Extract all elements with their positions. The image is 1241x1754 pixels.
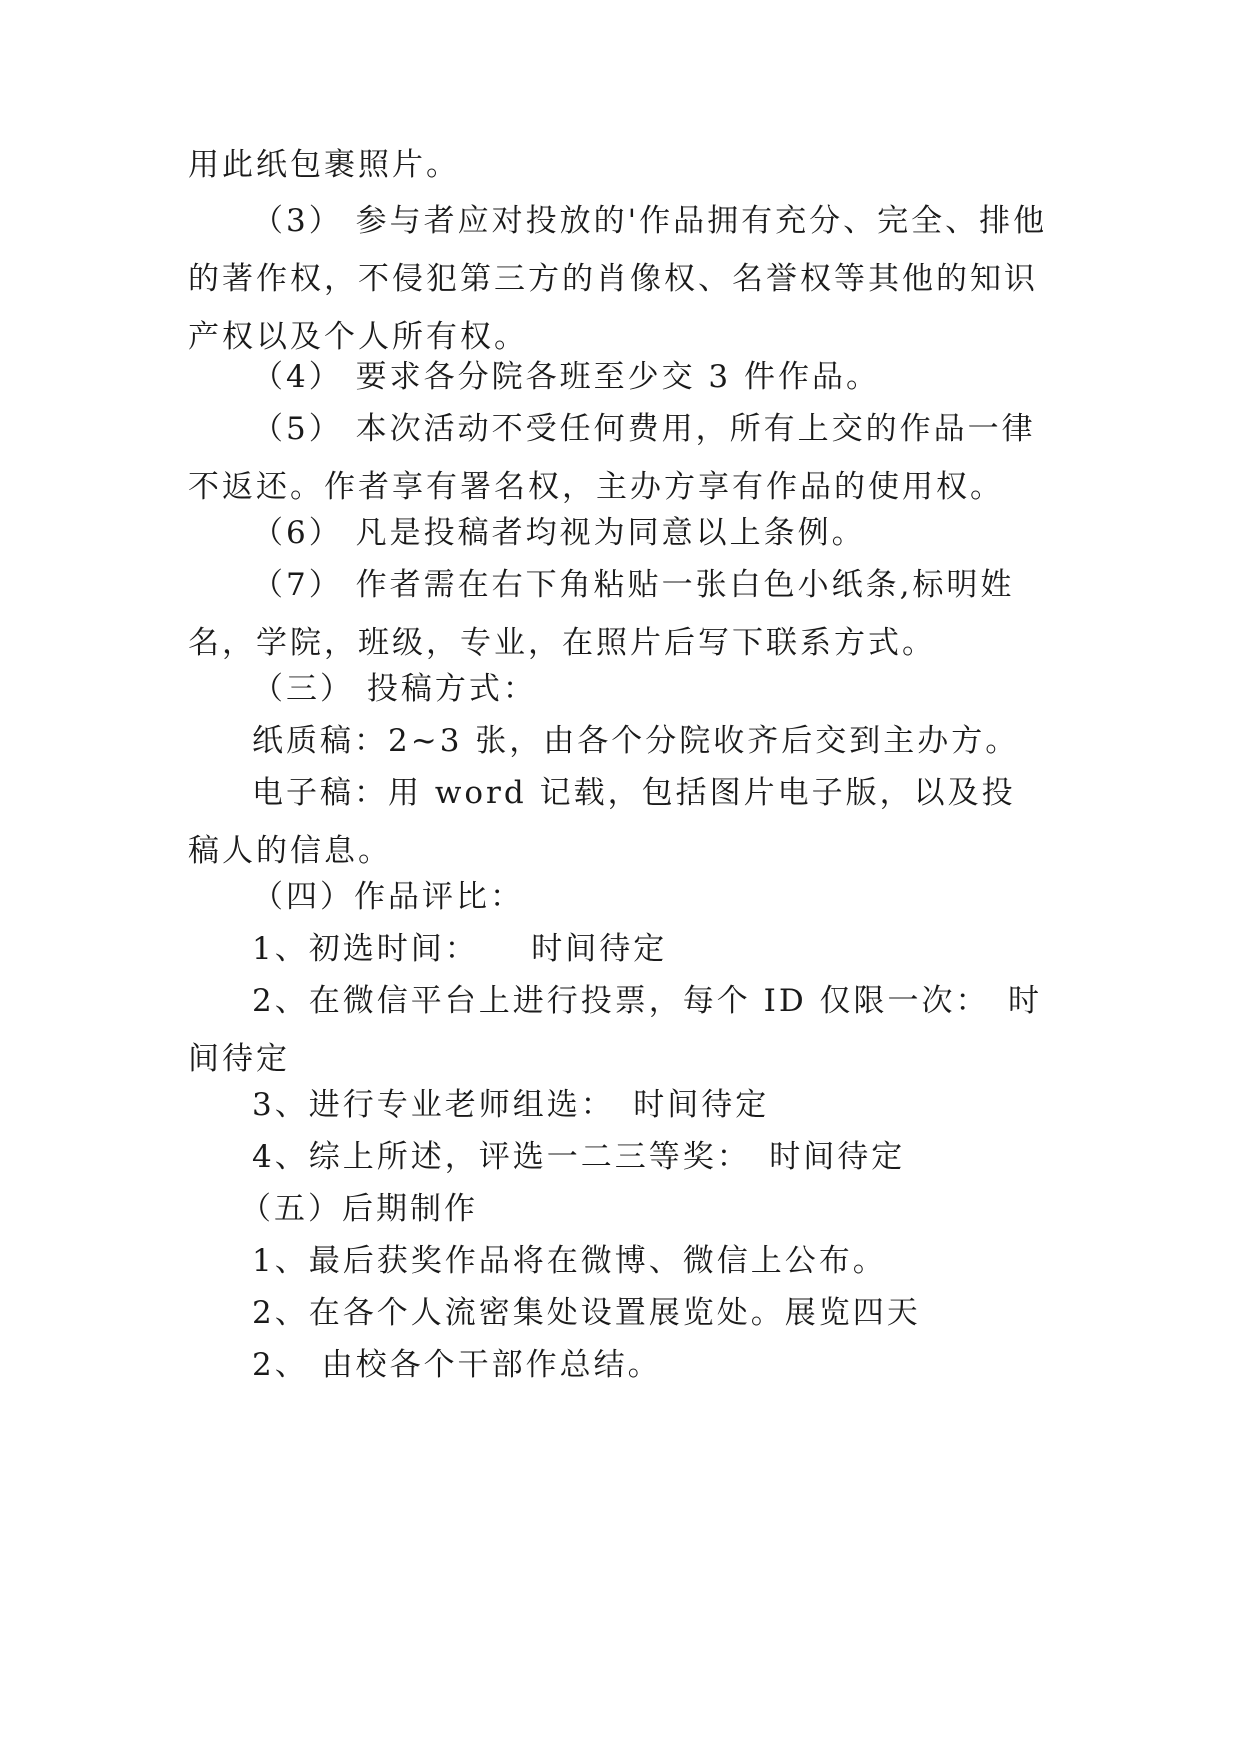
judging-step-3: 3、进行专业老师组选： 时间待定 [252, 1087, 770, 1123]
section-heading-judging: （四）作品评比： [252, 879, 524, 915]
section-heading-submission: （三） 投稿方式： [252, 671, 537, 707]
post-step-2: 2、在各个人流密集处设置展览处。展览四天 [252, 1295, 921, 1331]
paragraph-paper-submission: 纸质稿：2~3 张，由各个分院收齐后交到主办方。 [252, 723, 1020, 759]
judging-step-1: 1、初选时间： 时间待定 [252, 931, 668, 967]
paragraph-item-7-label: （7） 作者需在右下角粘贴一张白色小纸条,标明姓名，学院，班级，专业，在照片后写下联系方式。 [188, 567, 1015, 661]
paragraph-item-6-consent: （6） 凡是投稿者均视为同意以上条例。 [252, 515, 866, 551]
post-step-1: 1、最后获奖作品将在微博、微信上公布。 [252, 1243, 887, 1279]
paragraph-item-3-copyright: （3） 参与者应对投放的'作品拥有充分、完全、排他的著作权，不侵犯第三方的肖像权、名誉权等其他的知识产权以及个人所有权。 [188, 203, 1048, 355]
paragraph-item-5-fees: （5） 本次活动不受任何费用，所有上交的作品一律不返还。作者享有署名权，主办方享有作品的使用权。 [188, 411, 1036, 505]
post-step-3: 2、 由校各个干部作总结。 [252, 1347, 662, 1383]
section-heading-post-production: （五）后期制作 [240, 1191, 478, 1227]
judging-step-2: 2、在微信平台上进行投票，每个 ID 仅限一次： 时间待定 [188, 983, 1043, 1077]
judging-step-4: 4、综上所述，评选一二三等奖： 时间待定 [252, 1139, 906, 1175]
paragraph-wrap-instruction: 用此纸包裹照片。 [188, 147, 460, 183]
paragraph-electronic-submission: 电子稿：用 word 记载，包括图片电子版，以及投稿人的信息。 [188, 775, 1016, 869]
paragraph-item-4-quantity: （4） 要求各分院各班至少交 3 件作品。 [252, 359, 881, 395]
